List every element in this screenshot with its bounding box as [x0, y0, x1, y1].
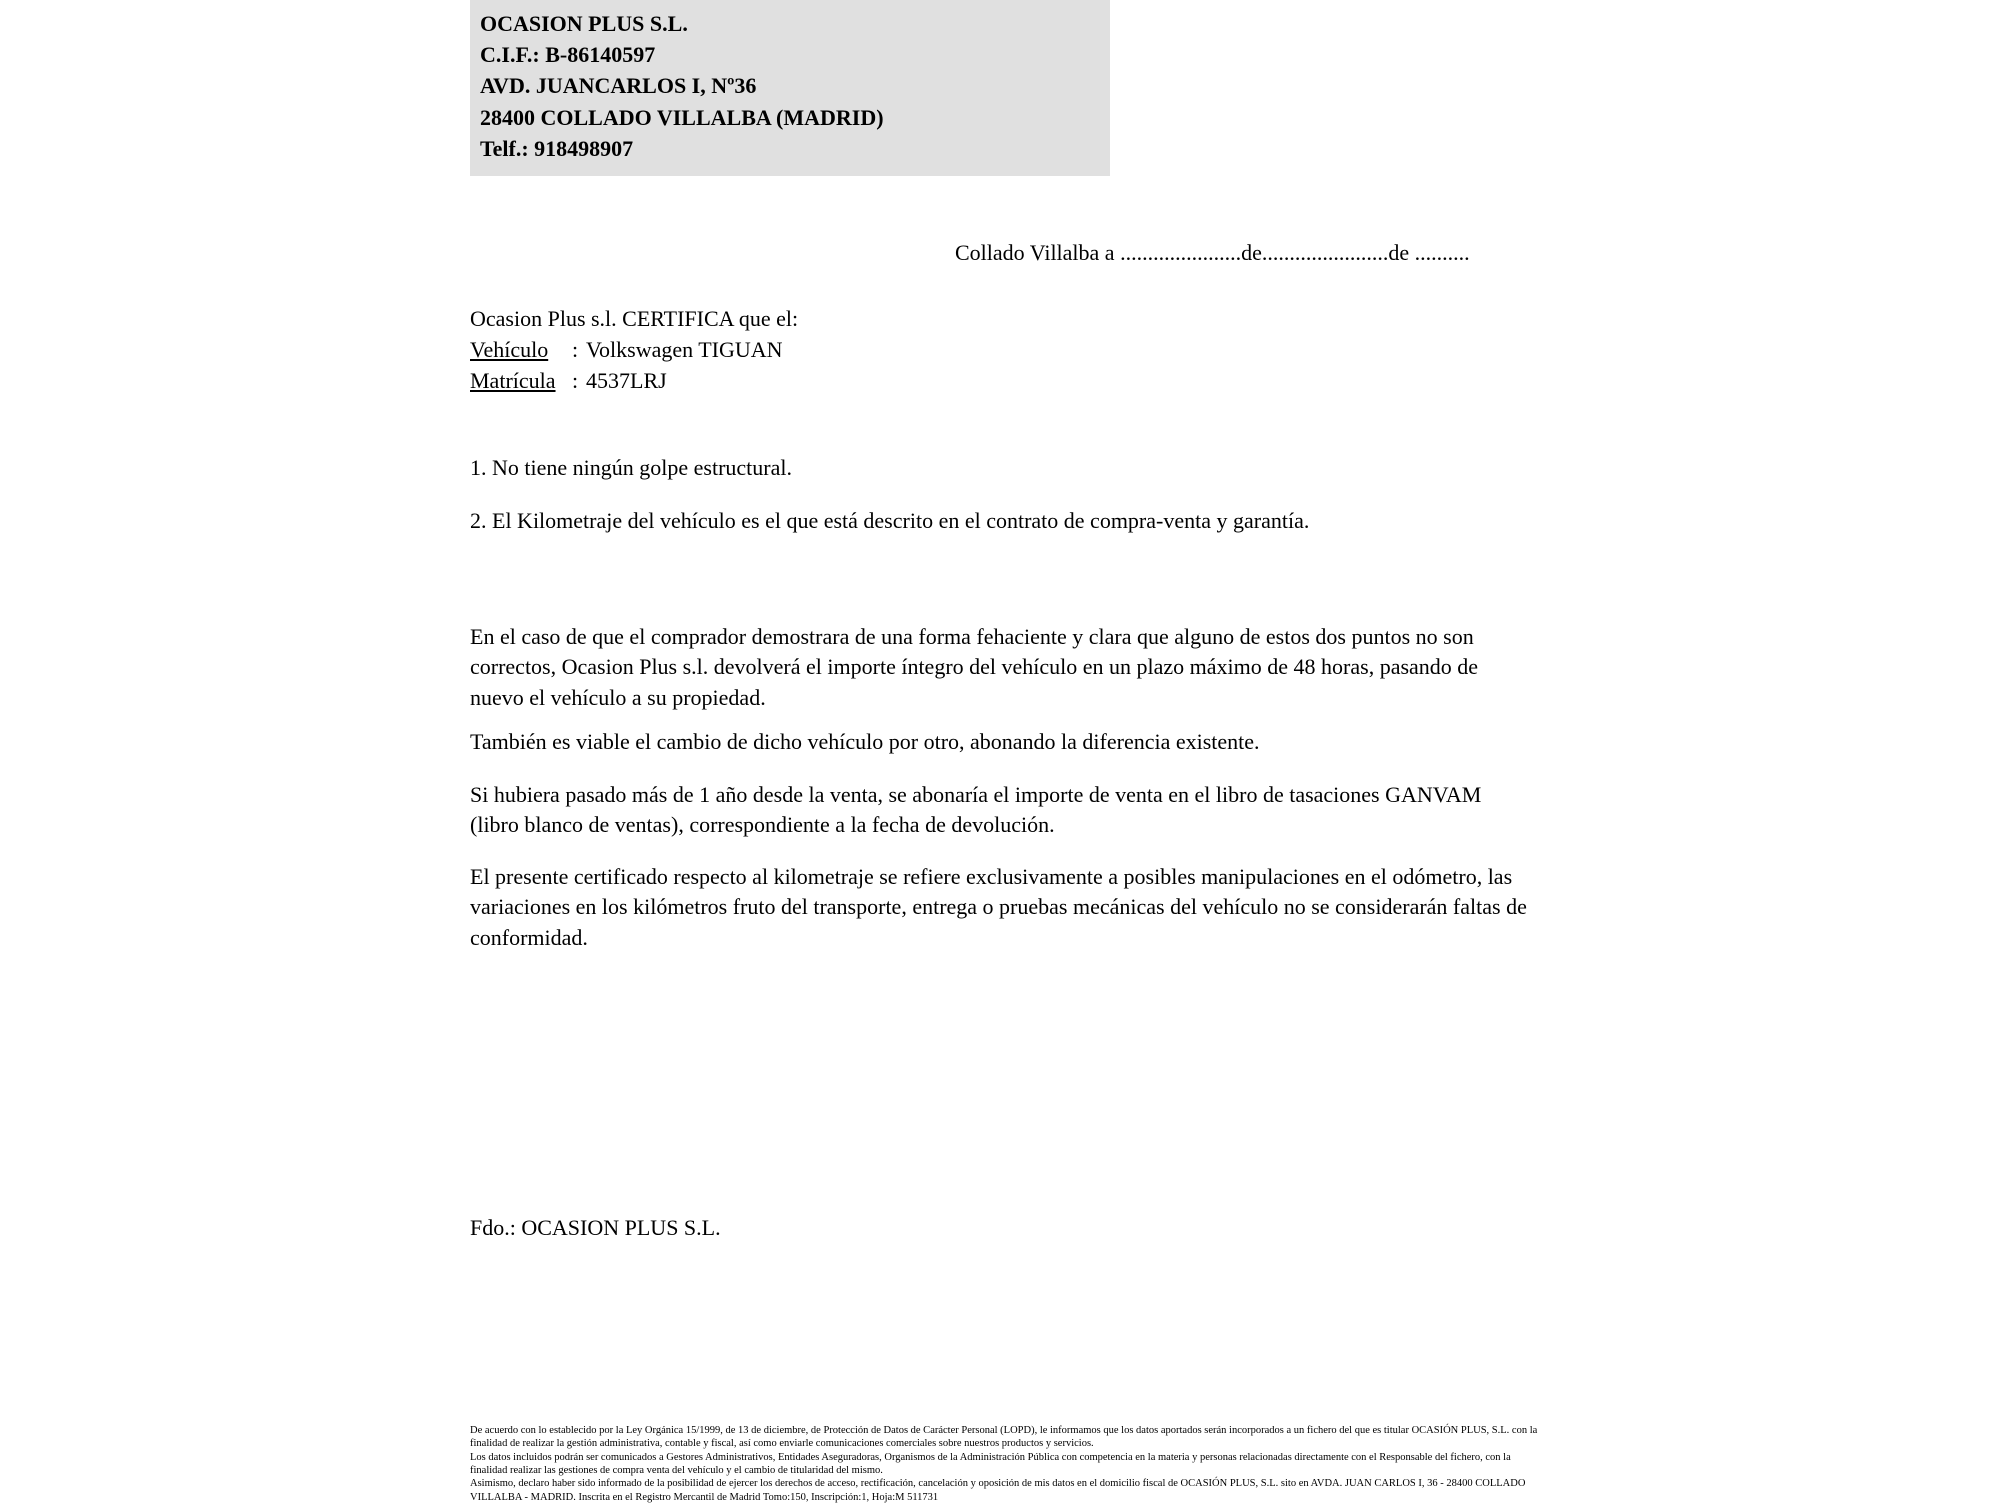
company-name: OCASION PLUS S.L.: [480, 11, 688, 36]
plate-value: 4537LRJ: [586, 368, 667, 394]
vehicle-separator: :: [572, 337, 579, 363]
vehicle-value: Volkswagen TIGUAN: [586, 337, 783, 363]
certification-block: [470, 303, 798, 397]
legal-footer: [470, 1424, 1550, 1504]
place-and-date-line: Collado Villalba a ......................de.......................de ..........: [955, 240, 1470, 265]
certified-point-1: 1. No tiene ningún golpe estructural.: [470, 455, 792, 480]
plate-separator: :: [572, 368, 579, 394]
plate-label: Matrícula: [470, 368, 556, 394]
company-street: AVD. JUANCARLOS I, Nº36: [480, 73, 757, 99]
legal-line-2: Los datos incluidos podrán ser comunicados a Gestores Administrativos, Entidades Aseguradoras, Organismos de la Administración Pública con competencia en la materia y personas relacionadas directamente con el Responsable del fichero, con la finalidad realizar las gestiones de compra venta del vehículo y el cambio de titularidad del mismo.: [470, 1451, 1511, 1476]
legal-line-1: De acuerdo con lo establecido por la Ley Orgánica 15/1999, de 13 de diciembre, de Protección de Datos de Carácter Personal (LOPD), le informamos que los datos aportados serán incorporados a un fichero del que es titular OCASIÓN PLUS, S.L. con la finalidad de realizar la gestión administrativa, contable y fiscal, así como enviarle comunicaciones comerciales sobre nuestros productos y servicios.: [470, 1425, 1538, 1450]
vehicle-row: [470, 334, 798, 365]
company-phone: Telf.: 918498907: [480, 135, 634, 161]
company-cif: C.I.F.: B-86140597: [480, 42, 656, 68]
certified-point-2: 2. El Kilometraje del vehículo es el que está descrito en el contrato de compra-venta y garantía.: [470, 508, 1310, 533]
company-city: 28400 COLLADO VILLALBA (MADRID): [480, 104, 884, 130]
paragraph-odometer-scope: El presente certificado respecto al kilometraje se refiere exclusivamente a posibles manipulaciones en el odómetro, las variaciones en los kilómetros fruto del transporte, entrega o pruebas mecánicas del vehículo no se considerarán faltas de conformidad.: [470, 864, 1527, 950]
vehicle-label: Vehículo: [470, 337, 549, 363]
paragraph-after-one-year: Si hubiera pasado más de 1 año desde la venta, se abonaría el importe de venta en el libro de tasaciones GANVAM (libro blanco de ventas), correspondiente a la fecha de devolución.: [470, 782, 1482, 838]
certification-intro: Ocasion Plus s.l. CERTIFICA que el:: [470, 306, 799, 331]
paragraph-refund-terms: En el caso de que el comprador demostrara de una forma fehaciente y clara que alguno de estos dos puntos no son correctos, Ocasion Plus s.l. devolverá el importe íntegro del vehículo en un plazo máximo de 48 horas, pasando de nuevo el vehículo a su propiedad.: [470, 624, 1479, 710]
signature-line: Fdo.: OCASION PLUS S.L.: [470, 1215, 721, 1240]
legal-line-3: Asimismo, declaro haber sido informado de la posibilidad de ejercer los derechos de acceso, rectificación, cancelación y oposición de mis datos en el domicilio fiscal de OCASIÓN PLUS, S.L. sito en AVDA. JUAN CARLOS I, 36 - 28400 COLLADO VILLALBA - MADRID. Inscrita en el Registro Mercantil de Madrid Tomo:150, Inscripción:1, Hoja:M 511731: [470, 1478, 1526, 1503]
paragraph-vehicle-exchange: También es viable el cambio de dicho vehículo por otro, abonando la diferencia existente.: [470, 729, 1260, 754]
company-header-block: [470, 0, 1110, 176]
plate-row: [470, 365, 798, 396]
